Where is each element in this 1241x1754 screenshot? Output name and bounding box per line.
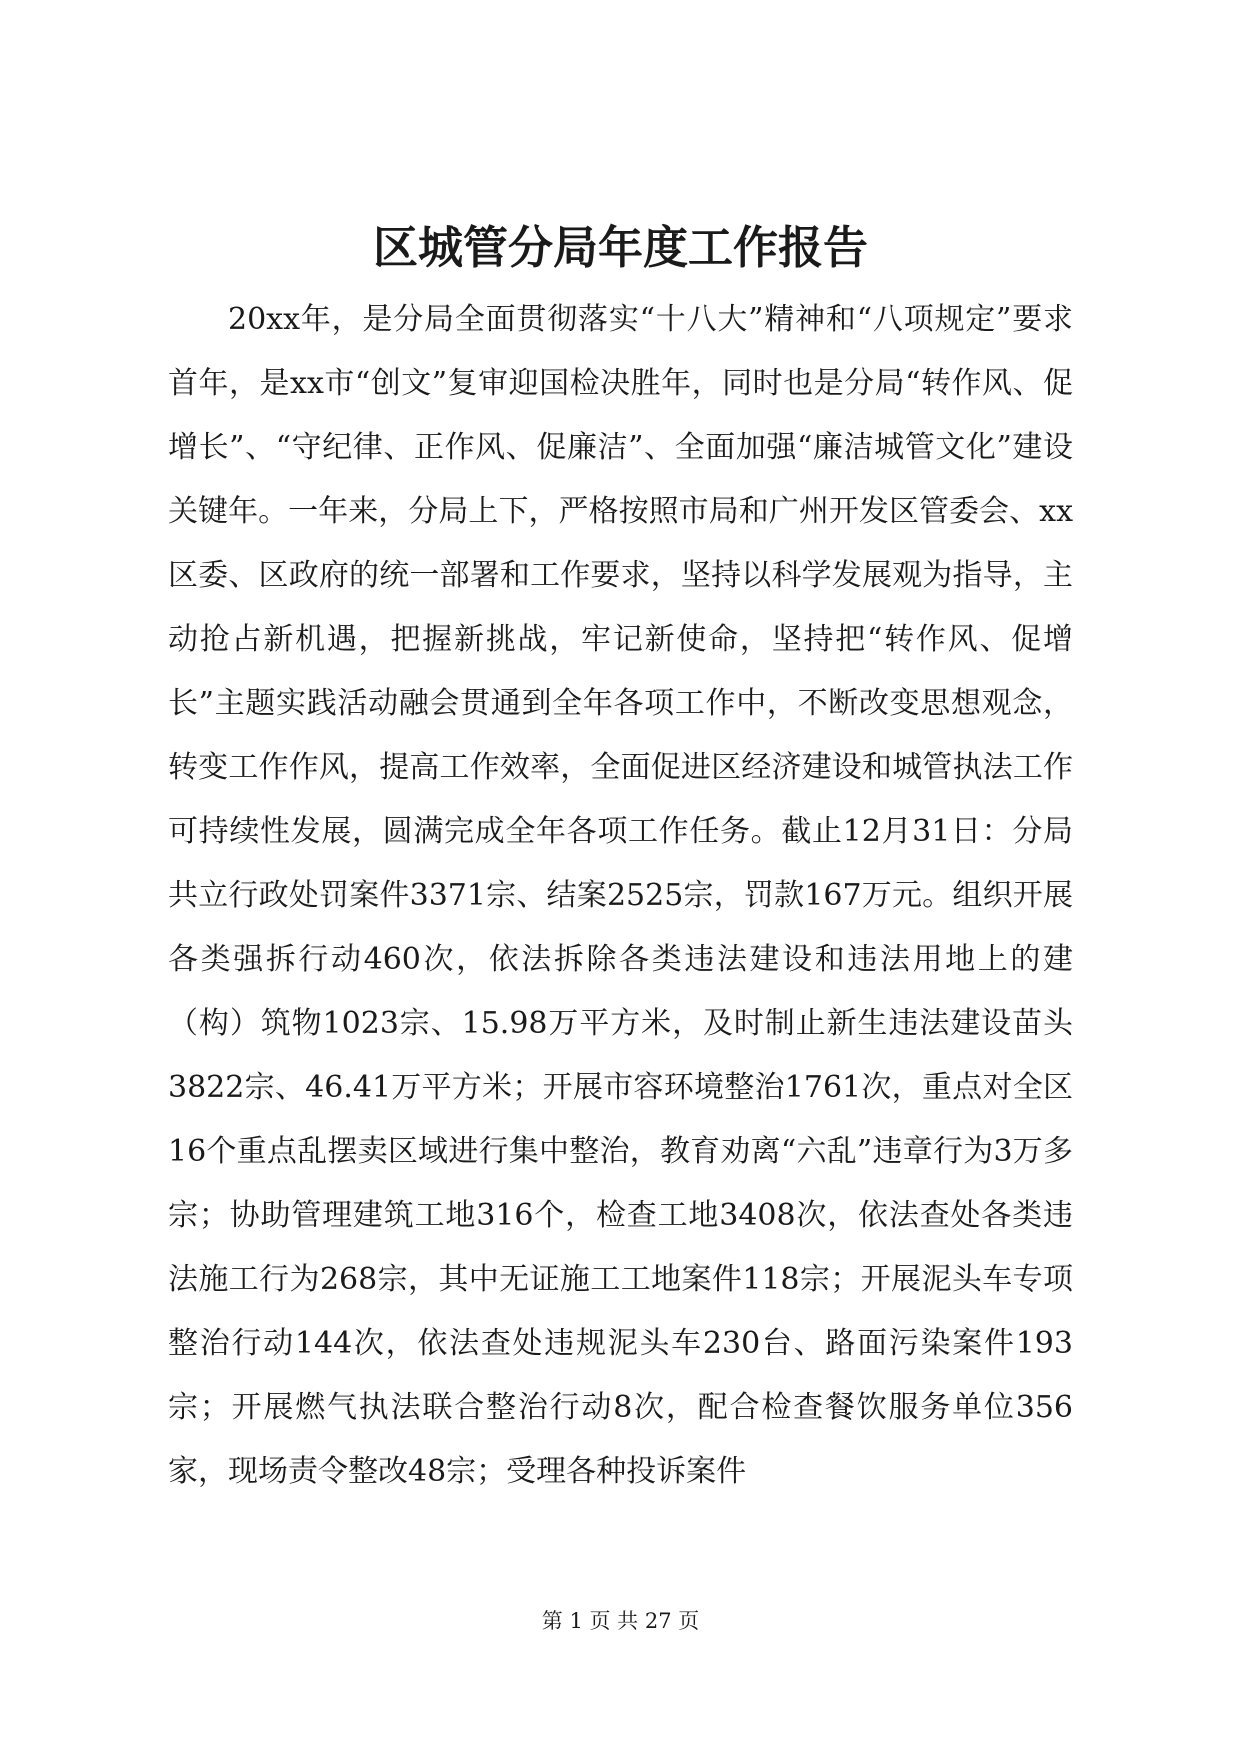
document-title: 区城管分局年度工作报告: [372, 221, 868, 274]
body-paragraph: 20xx年，是分局全面贯彻落实“十八大”精神和“八项规定”要求首年，是xx市“创文”复审迎国检决胜年，同时也是分局“转作风、促增长”、“守纪律、正作风、促廉洁”、全面加强“廉洁城管文化”建设关键年。一年来，分局上下，严格按照市局和广州开发区管委会、xx区委、区政府的统一部署和工作要求，坚持以科学发展观为指导，主动抢占新机遇，把握新挑战，牢记新使命，坚持把“转作风、促增长”主题实践活动融会贯通到全年各项工作中，不断改变思想观念，转变工作作风，提高工作效率，全面促进区经济建设和城管执法工作可持续性发展，圆满完成全年各项工作任务。截止12月31日：分局共立行政处罚案件3371宗、结案2525宗，罚款167万元。组织开展各类强拆行动460次，依法拆除各类违法建设和违法用地上的建（构）筑物1023宗、15.98万平方米，及时制止新生违法建设苗头3822宗、46.41万平方米；开展市容环境整治1761次，重点对全区16个重点乱摆卖区域进行集中整治，教育劝离“六乱”违章行为3万多宗；协助管理建筑工地316个，检查工地3408次，依法查处各类违法施工行为268宗，其中无证施工工地案件118宗；开展泥头车专项整治行动144次，依法查处违规泥头车230台、路面污染案件193宗；开展燃气执法联合整治行动8次，配合检查餐饮服务单位356家，现场责令整改48宗；受理各种投诉案件: [168, 302, 1073, 1489]
page-footer: 第 1 页 共 27 页: [541, 1609, 700, 1633]
